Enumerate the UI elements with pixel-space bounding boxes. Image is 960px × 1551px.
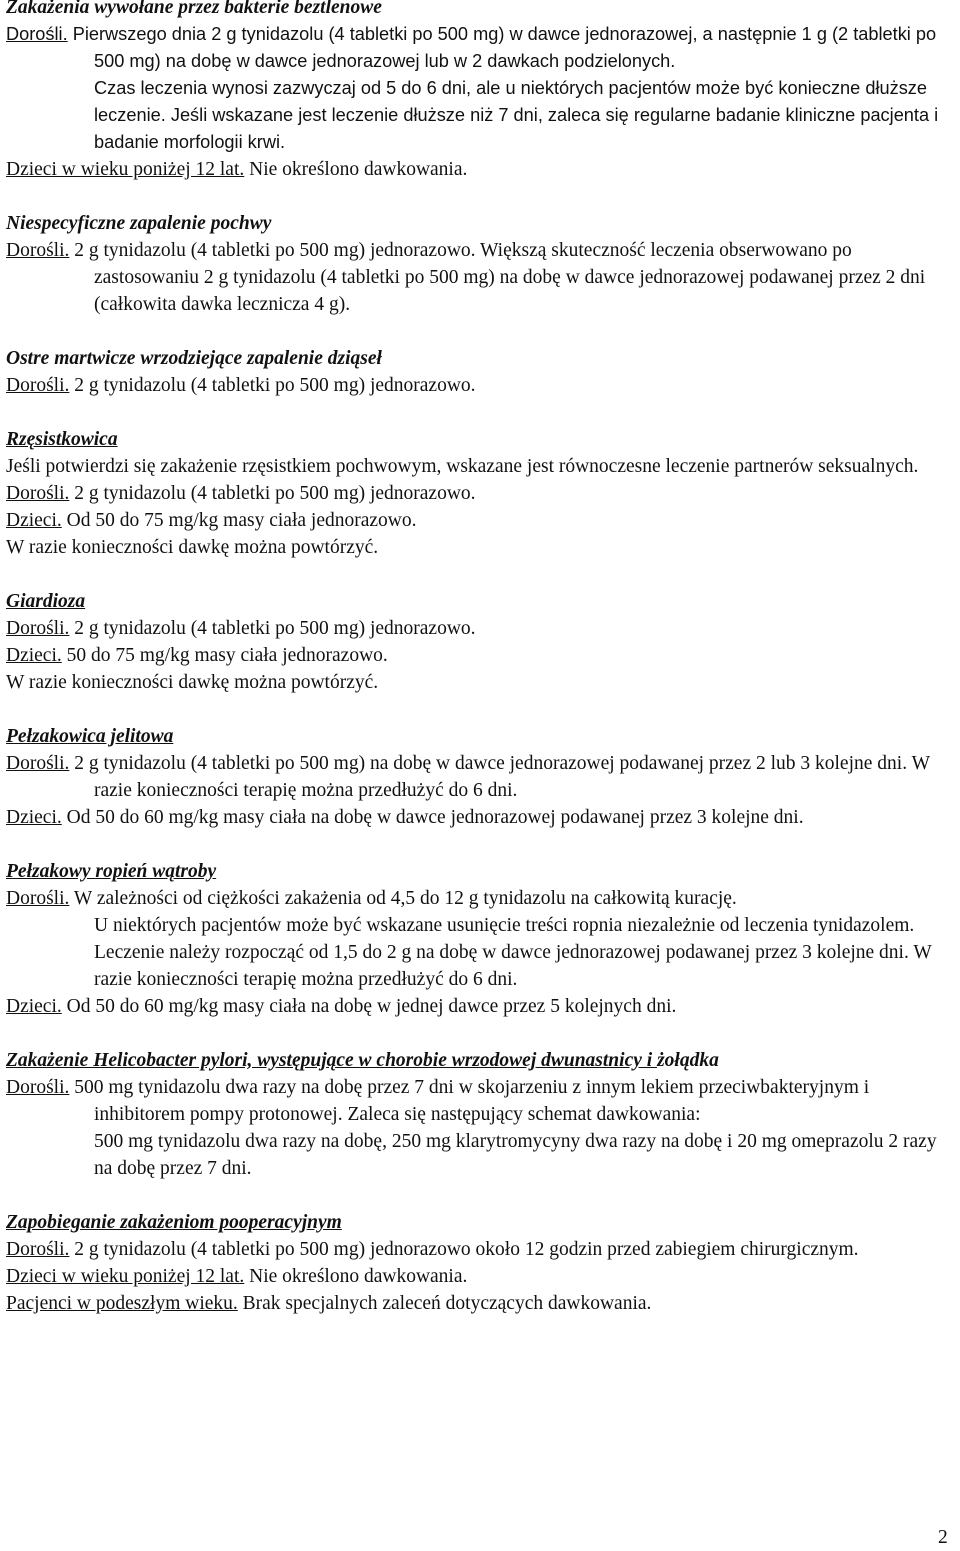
document-page: [6, 0, 956, 1344]
adults-label: Dorośli.: [6, 753, 70, 774]
adults-text: W zależności od ciężkości zakażenia od 4,5 do 12 g tynidazolu na całkowitą kurację.: [69, 888, 737, 909]
children-dosage: [6, 1263, 956, 1290]
page-number: 2: [938, 1527, 948, 1548]
children-text: Nie określono dawkowania.: [244, 159, 468, 180]
adults-label: Dorośli.: [6, 888, 70, 909]
children-label: Dzieci.: [6, 807, 62, 828]
adults-label: Dorośli.: [6, 24, 68, 44]
adults-text: 2 g tynidazolu (4 tabletki po 500 mg) na dobę w dawce jednorazowej podawanej przez 2 lub 3 kolejne dni. W razie konieczności terapię można przedłużyć do 6 dni.: [69, 753, 930, 801]
duration-text-2: Jeśli wskazane jest leczenie dłuższe niż 7 dni, zaleca się regularne badanie kliniczne pacjenta i badanie morfologii krwi.: [94, 105, 939, 152]
children-label: Dzieci.: [6, 510, 62, 531]
adults-label: Dorośli.: [6, 375, 70, 396]
elderly-label: Pacjenci w podeszłym wieku.: [6, 1293, 238, 1314]
adults-text: Pierwszego dnia 2 g tynidazolu (4 tabletki po 500 mg) w dawce jednorazowej, a następnie 1 g (2 tabletki po 500 mg) na dobę w dawce jednorazowej lub w 2 dawkach podzielonych.: [67, 24, 937, 71]
dosing-scheme: 500 mg tynidazolu dwa razy na dobę, 250 mg klarytromycyny dwa razy na dobę i 20 mg omeprazolu 2 razy na dobę przez 7 dni.: [94, 1131, 937, 1179]
section-heading: Zakażenia wywołane przez bakterie beztlenowe: [6, 0, 382, 18]
adults-dosage: [6, 237, 956, 318]
duration-text: Czas leczenia wynosi zazwyczaj od 5 do 6 dni, ale u niektórych pacjentów może być konieczne dłuższe leczenie.: [94, 78, 928, 125]
section-postoperative-prophylaxis: [6, 1209, 956, 1317]
children-dosage: [6, 993, 956, 1020]
adults-dosage: [6, 750, 956, 804]
adults-text: 2 g tynidazolu (4 tabletki po 500 mg) jednorazowo.: [69, 618, 476, 639]
adults-text: 500 mg tynidazolu dwa razy na dobę przez 7 dni w skojarzeniu z innym lekiem przeciwbakteryjnym i inhibitorem pompy protonowej. Zaleca się następujący schemat dawkowania:: [69, 1077, 870, 1125]
elderly-dosage: [6, 1290, 956, 1317]
children-dosage: [6, 804, 956, 831]
section-heading: [6, 1047, 956, 1074]
adults-dosage: [6, 615, 956, 642]
section-heading: Rzęsistkowica: [6, 429, 118, 450]
adults-dosage: [6, 1236, 956, 1263]
children-text: Nie określono dawkowania.: [244, 1266, 468, 1287]
section-trichomoniasis: [6, 426, 956, 561]
repeat-note: W razie konieczności dawkę można powtórzyć.: [6, 672, 379, 693]
children-label: Dzieci.: [6, 996, 62, 1017]
section-anaerobic-infections: [6, 0, 956, 183]
children-text: Od 50 do 75 mg/kg masy ciała jednorazowo.: [61, 510, 417, 531]
adults-dosage: [6, 21, 956, 75]
adults-text: 2 g tynidazolu (4 tabletki po 500 mg) jednorazowo około 12 godzin przed zabiegiem chirurgicznym.: [69, 1239, 859, 1260]
section-heading: Niespecyficzne zapalenie pochwy: [6, 213, 272, 234]
abscess-note: U niektórych pacjentów może być wskazane usunięcie treści ropnia niezależnie od leczenia tynidazolem.: [94, 915, 915, 936]
section-heading: Giardioza: [6, 591, 86, 612]
adults-dosage: [6, 885, 956, 912]
children-text: 50 do 75 mg/kg masy ciała jednorazowo.: [61, 645, 388, 666]
section-vaginitis: [6, 210, 956, 318]
children-text: Od 50 do 60 mg/kg masy ciała na dobę w jednej dawce przez 5 kolejnych dni.: [61, 996, 677, 1017]
children-dosage: [6, 156, 956, 183]
heading-part-1: Zakażenie Helicobacter pylori, występujące w chorobie wrzodowej dwunastnicy i: [6, 1050, 658, 1071]
children-dosage: [6, 507, 956, 534]
adults-dosage: [6, 1074, 956, 1128]
intro-text: Jeśli potwierdzi się zakażenie rzęsistkiem pochwowym, wskazane jest równoczesne leczenie partnerów seksualnych.: [6, 456, 919, 477]
section-heading: Pełzakowica jelitowa: [6, 726, 174, 747]
adults-dosage: [6, 480, 956, 507]
duration-note: [6, 75, 956, 156]
adults-label: Dorośli.: [6, 1077, 70, 1098]
adults-text: 2 g tynidazolu (4 tabletki po 500 mg) jednorazowo.: [69, 375, 476, 396]
section-intestinal-amoebiasis: [6, 723, 956, 831]
children-label: Dzieci.: [6, 645, 62, 666]
adults-text: 2 g tynidazolu (4 tabletki po 500 mg) jednorazowo.: [69, 483, 476, 504]
section-helicobacter-pylori: [6, 1047, 956, 1182]
section-heading: Pełzakowy ropień wątroby: [6, 861, 217, 882]
children-text: Od 50 do 60 mg/kg masy ciała na dobę w dawce jednorazowej podawanej przez 3 kolejne dni.: [61, 807, 804, 828]
section-heading: Zapobieganie zakażeniom pooperacyjnym: [6, 1212, 342, 1233]
treatment-note: Leczenie należy rozpocząć od 1,5 do 2 g na dobę w dawce jednorazowej podawanej przez 3 kolejne dni. W razie konieczności terapię można przedłużyć do 6 dni.: [94, 942, 932, 990]
children-dosage: [6, 642, 956, 669]
adults-text: 2 g tynidazolu (4 tabletki po 500 mg) jednorazowo. Większą skuteczność leczenia obserwowano po zastosowaniu 2 g tynidazolu (4 tabletki po 500 mg) na dobę w dawce jednorazowej podawanej przez 2 dni (całkowita dawka lecznicza 4 g).: [69, 240, 926, 315]
adults-dosage: [6, 372, 956, 399]
adults-label: Dorośli.: [6, 1239, 70, 1260]
heading-part-2: żołądka: [657, 1050, 719, 1071]
children-label: Dzieci w wieku poniżej 12 lat.: [6, 1266, 245, 1287]
adults-label: Dorośli.: [6, 618, 70, 639]
elderly-text: Brak specjalnych zaleceń dotyczących dawkowania.: [237, 1293, 652, 1314]
section-heading: Ostre martwicze wrzodziejące zapalenie dziąseł: [6, 348, 382, 369]
section-giardiasis: [6, 588, 956, 696]
adults-label: Dorośli.: [6, 483, 70, 504]
children-label: Dzieci w wieku poniżej 12 lat.: [6, 159, 245, 180]
repeat-note: W razie konieczności dawkę można powtórzyć.: [6, 537, 379, 558]
section-amoebic-liver-abscess: [6, 858, 956, 1020]
section-gingivitis: [6, 345, 956, 399]
adults-label: Dorośli.: [6, 240, 70, 261]
